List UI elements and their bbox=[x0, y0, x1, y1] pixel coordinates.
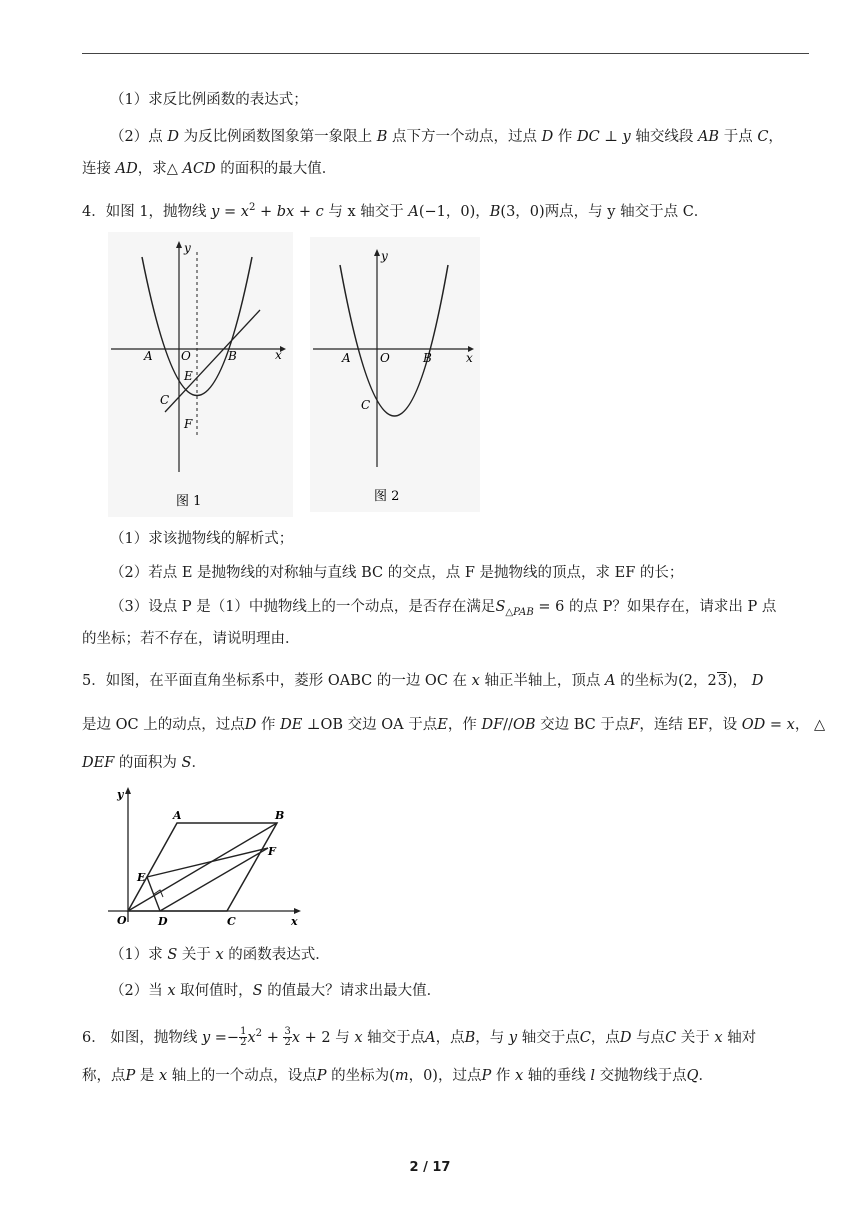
q4-part1: （1）求该抛物线的解析式； bbox=[110, 531, 294, 547]
label-c: C bbox=[227, 915, 236, 928]
label-y: y bbox=[184, 241, 191, 255]
figure-1-caption: 图 1 bbox=[176, 494, 202, 509]
q5-line2: 是边 OC 上的动点，过点D 作 DE ⊥OB 交边 OA 于点E，作 DF//OB 交边 BC 于点F，连结 EF，设 OD = x， △ bbox=[82, 717, 826, 733]
q3-part2: （2）点 D 为反比例函数图象第一象限上 B 点下方一个动点，过点 D 作 DC ⊥ y 轴交线段 AB 于点 C， bbox=[110, 129, 783, 145]
q4-part3: （3）设点 P 是（1）中抛物线上的一个动点，是否存在满足$S_{\triangle PAB} = 6$ 的点 P？如果存在，请求出 P 点 bbox=[110, 599, 777, 618]
label-x: x bbox=[275, 348, 282, 362]
label-b: B bbox=[423, 351, 432, 365]
label-f: F bbox=[184, 417, 193, 431]
figure-1-parabola bbox=[108, 232, 293, 517]
header-rule bbox=[82, 53, 809, 54]
label-o: O bbox=[181, 349, 191, 363]
label-x: x bbox=[466, 351, 473, 365]
label-d: D bbox=[158, 915, 168, 928]
label-c: C bbox=[361, 398, 371, 412]
figure-2-parabola bbox=[310, 237, 480, 512]
label-a: A bbox=[342, 351, 351, 365]
q5-part2: （2）当 x 取何值时，S 的值最大？请求出最大值． bbox=[110, 983, 442, 999]
figure-rhombus bbox=[105, 782, 305, 932]
label-b: B bbox=[275, 809, 285, 822]
q6-intro: 6． 如图，抛物线 y =− $\frac{1}{2}$ $x^2$ + $\frac{3}{2}$ x + 2 与 x 轴交于点A，点B，与 y 轴交于点C，点D 与点C 关于 x 轴对 bbox=[82, 1026, 757, 1049]
label-a: A bbox=[173, 809, 182, 822]
label-x: x bbox=[291, 915, 298, 928]
page-number: 2 / 17 bbox=[409, 1160, 451, 1175]
label-c: C bbox=[160, 393, 170, 407]
label-e: E bbox=[137, 871, 146, 884]
q5-intro: 5．如图，在平面直角坐标系中，菱形 OABC 的一边 OC 在 x 轴正半轴上，顶点 A 的坐标为(2，23)， D bbox=[82, 673, 764, 689]
label-e: E bbox=[184, 369, 193, 383]
segment-df bbox=[160, 848, 268, 911]
label-y: y bbox=[117, 788, 124, 801]
q3-part1: （1）求反比例函数的表达式； bbox=[110, 92, 308, 108]
q4-intro: 4．如图 1，抛物线 $y = x^2$ + bx + c 与 x 轴交于 A(−1，0)，B(3，0)两点，与 y 轴交于点 C． bbox=[82, 202, 709, 220]
label-f: F bbox=[268, 845, 276, 858]
label-a: A bbox=[144, 349, 153, 363]
q5-part1: （1）求 S 关于 x 的函数表达式． bbox=[110, 947, 330, 963]
q5-line3: DEF 的面积为 S． bbox=[82, 755, 206, 771]
label-y: y bbox=[381, 249, 388, 263]
figure-2-caption: 图 2 bbox=[374, 489, 400, 504]
diagonal-ob bbox=[128, 823, 277, 911]
q4-part2: （2）若点 E 是抛物线的对称轴与直线 BC 的交点，点 F 是抛物线的顶点，求 EF 的长； bbox=[110, 565, 684, 581]
label-b: B bbox=[228, 349, 237, 363]
q4-part3-cont: 的坐标；若不存在，请说明理由． bbox=[82, 631, 300, 647]
label-o: O bbox=[117, 914, 127, 927]
q3-part2-cont: 连接 AD，求△ ACD 的面积的最大值． bbox=[82, 161, 337, 177]
label-o: O bbox=[380, 351, 390, 365]
q6-line2: 称，点P 是 x 轴上的一个动点，设点P 的坐标为(m，0)，过点P 作 x 轴的垂线 l 交抛物线于点Q． bbox=[82, 1068, 713, 1084]
segment-ef bbox=[147, 848, 268, 877]
